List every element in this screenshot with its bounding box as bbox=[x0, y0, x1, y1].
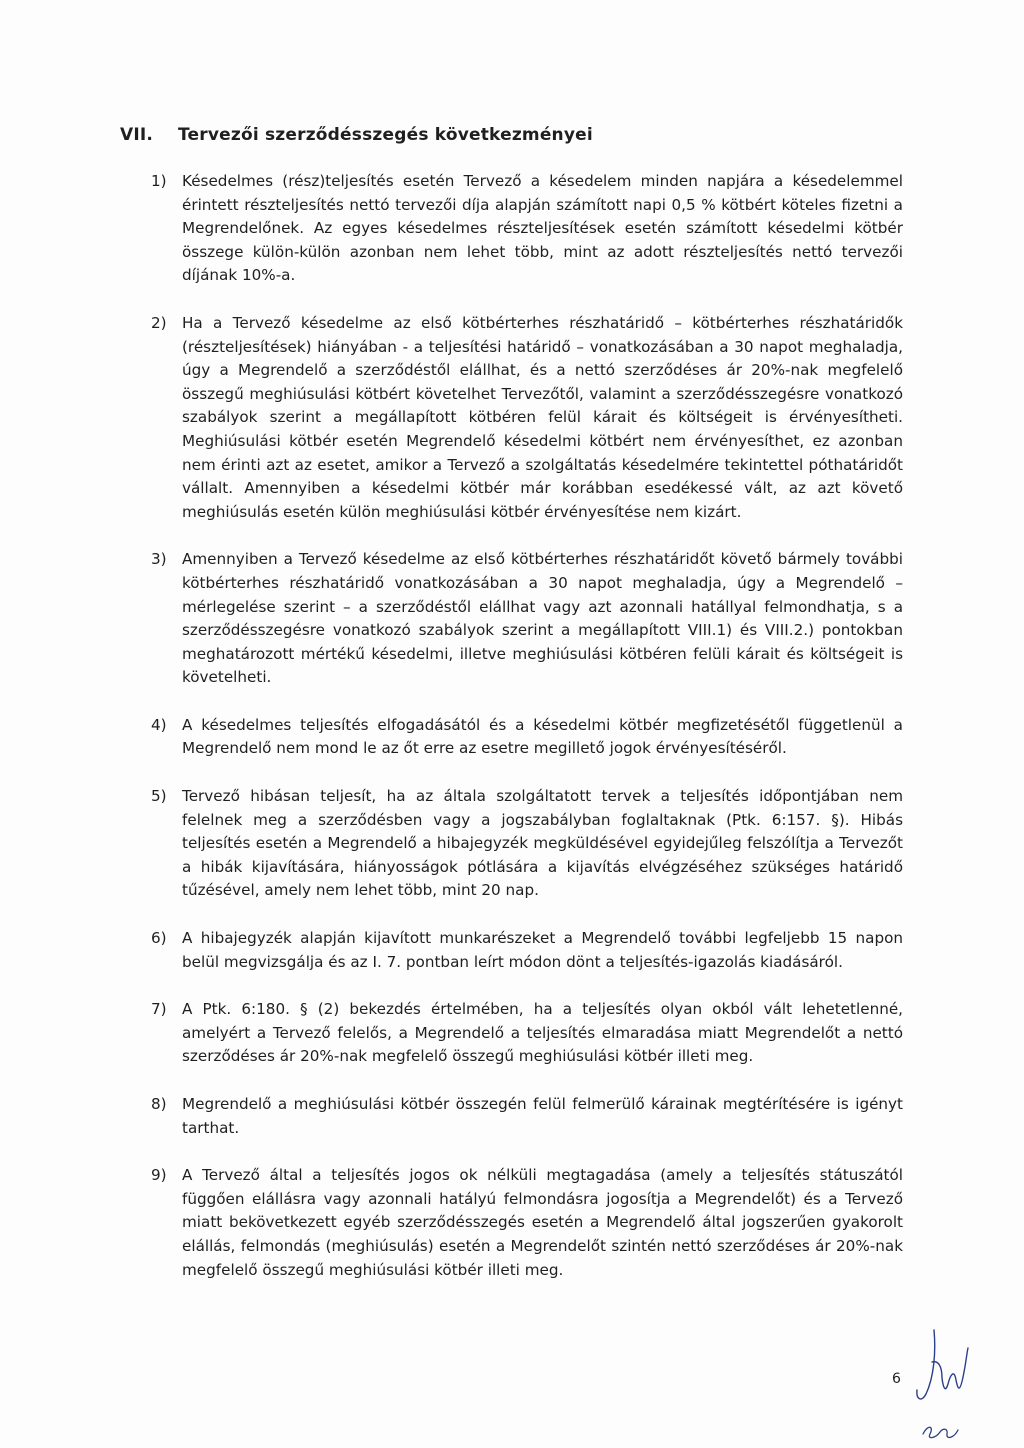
clause-item bbox=[151, 927, 903, 974]
clause-item bbox=[151, 170, 903, 288]
signature-mark bbox=[920, 1418, 962, 1442]
clause-number: 5) bbox=[151, 787, 167, 806]
clause-item bbox=[151, 1164, 903, 1282]
clause-text: Amennyiben a Tervező késedelme az első kötbérterhes részhatáridőt követő bármely további kötbérterhes részhatáridő vonatkozásában a 30 napot meghaladja, úgy a Megrendelő – mérlegelése szerint – a szerződéstől elállhat vagy azt azonnali hatállyal felmondhatja, s a szerződésszegésre vonatkozó szabályok szerint a megállapított VIII.1) és VIII.2.) pontokban meghatározott mértékű késedelmi, illetve meghiúsulási kötbéren felüli kárait és költségeit is követelheti. bbox=[182, 550, 903, 687]
clause-number: 3) bbox=[151, 550, 167, 569]
section-number: VII. bbox=[120, 125, 154, 145]
clause-number: 4) bbox=[151, 715, 167, 734]
clause-item bbox=[151, 312, 903, 524]
clause-number: 6) bbox=[151, 929, 167, 948]
clause-number: 8) bbox=[151, 1095, 167, 1113]
clause-number: 9) bbox=[151, 1166, 167, 1185]
clause-text: A késedelmes teljesítés elfogadásától és a késedelmi kötbér megfizetésétől függetlenül a Megrendelő nem mond le az őt erre az esetre megillető jogok érvényesítéséről. bbox=[182, 715, 903, 758]
clause-item bbox=[151, 548, 903, 690]
clause-item bbox=[151, 998, 903, 1069]
clause-text: Megrendelő a meghiúsulási kötbér összegén felül felmerülő kárainak megtérítésére is igényt tarthat. bbox=[182, 1095, 903, 1137]
clause-number: 2) bbox=[151, 313, 167, 332]
clause-number: 7) bbox=[151, 1000, 167, 1019]
section-title: Tervezői szerződésszegés következményei bbox=[178, 125, 593, 145]
clause-text: Ha a Tervező késedelme az első kötbérterhes részhatáridő – kötbérterhes részhatáridők (részteljesítések) hiányában - a teljesítési határidő – vonatkozásában a 30 napot meghaladja, úgy a Megrendelő a szerződéstől elállhat, és a nettó szerződéses ár 20%-nak megfelelő összegű meghiúsulási kötbért követelhet Tervezőtől, valamint a szerződésszegésre vonatkozó szabályok szerint a megállapított kötbéren felül kárait és költségeit is érvényesítheti. Meghiúsulási kötbér esetén Megrendelő késedelmi kötbért nem érvényesíthet, ez azonban nem érinti azt az esetet, amikor a Tervező a szolgáltatás késedelmére tekintettel póthatáridőt vállalt. Amennyiben a késedelmi kötbér már korábban esedékessé vált, az azt követő meghiúsulás esetén külön meghiúsulási kötbér érvényesítése nem kizárt. bbox=[182, 313, 903, 521]
clause-item bbox=[151, 1093, 903, 1140]
clause-text: A Ptk. 6:180. § (2) bekezdés értelmében, ha a teljesítés olyan okból vált lehetetlenné, amelyért a Tervező felelős, a Megrendelő a teljesítés elmaradása miatt Megrendelőt a nettó szerződéses ár 20%-nak megfelelő összegű meghiúsulási kötbér illeti meg. bbox=[182, 1000, 903, 1066]
clause-list bbox=[151, 170, 903, 1306]
clause-text: A hibajegyzék alapján kijavított munkarészeket a Megrendelő további legfeljebb 15 napon belül megvizsgálja és az I. 7. pontban leírt módon dönt a teljesítés-igazolás kiadásáról. bbox=[182, 929, 903, 971]
section-heading bbox=[120, 125, 593, 145]
clause-item bbox=[151, 714, 903, 761]
clause-item bbox=[151, 785, 903, 903]
clause-text: A Tervező által a teljesítés jogos ok nélküli megtagadása (amely a teljesítés státuszától függően elállásra vagy azonnali hatályú felmondásra jogosítja a Megrendelőt) és a Tervező miatt bekövetkezett egyéb szerződésszegés esetén a Megrendelő által jogszerűen gyakorolt elállás, felmondás (meghiúsulás) esetén a Megrendelőt szintén nettó szerződéses ár 20%-nak megfelelő összegű meghiúsulási kötbér illeti meg. bbox=[182, 1166, 903, 1279]
page-number: 6 bbox=[892, 1371, 901, 1387]
signature-initials bbox=[912, 1322, 972, 1412]
clause-number: 1) bbox=[151, 172, 167, 190]
clause-text: Tervező hibásan teljesít, ha az általa szolgáltatott tervek a teljesítés időpontjában nem felelnek meg a szerződésben vagy a jogszabályban foglaltaknak (Ptk. 6:157. §). Hibás teljesítés esetén a Megrendelő a hibajegyzék megküldésével egyidejűleg felszólítja a Tervezőt a hibák kijavítására, hiányosságok pótlására a kijavítás elvégzéséhez szükséges határidő tűzésével, amely nem lehet több, mint 20 nap. bbox=[182, 787, 903, 900]
clause-text: Késedelmes (rész)teljesítés esetén Tervező a késedelem minden napjára a késedelemmel érintett részteljesítés nettó tervezői díja alapján számított napi 0,5 % kötbért köteles fizetni a Megrendelőnek. Az egyes késedelmes részteljesítések esetén számított késedelmi kötbér összege külön-külön azonban nem lehet több, mint az adott részteljesítés nettó tervezői díjának 10%-a. bbox=[182, 172, 903, 285]
